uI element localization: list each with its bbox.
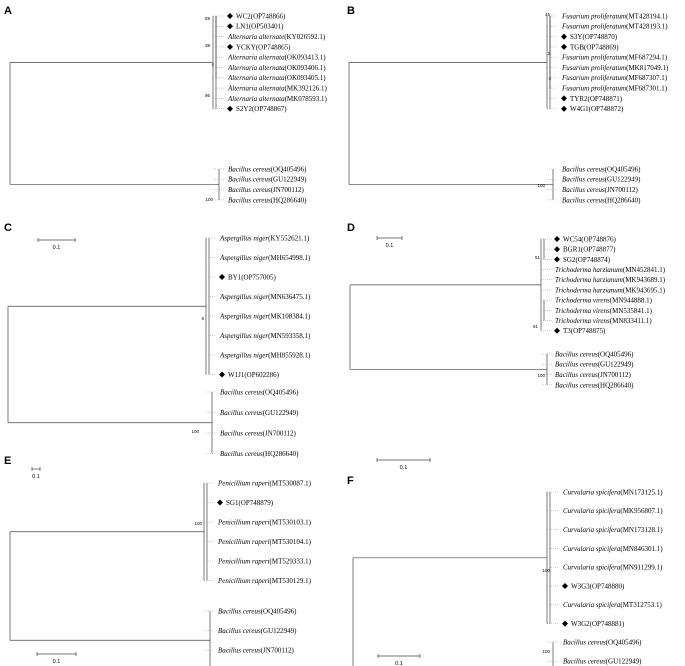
taxon-label: [220, 388, 299, 396]
scale-bar-label: 0.1: [395, 661, 403, 666]
taxon-label: [218, 627, 297, 635]
taxon-label: [561, 64, 669, 72]
bootstrap-value: 51: [534, 255, 540, 260]
taxon-label: [562, 165, 641, 173]
taxon-label: [563, 638, 642, 646]
taxon-accession: (GU122949): [270, 175, 307, 184]
diamond-marker-icon: [561, 95, 567, 101]
taxon-label: [217, 479, 312, 487]
taxon-species-name: Bacillus cereus: [228, 196, 271, 205]
taxon-species-name: Curvularia spicifera: [563, 526, 621, 534]
taxon-label: LN1(OP503401): [236, 22, 284, 31]
tree-panel-f: [347, 475, 663, 666]
taxon-accession: (OQ405496): [270, 165, 307, 174]
taxon-label: [555, 317, 652, 325]
taxon-accession: (MK943689.1): [622, 276, 666, 285]
taxon-accession: (KY026592.1): [284, 33, 326, 41]
taxon-label: BGR1(OP748877): [563, 245, 616, 254]
taxon-label: [562, 186, 639, 194]
taxon-label: [555, 350, 634, 358]
bootstrap-value: 100: [194, 521, 202, 526]
taxon-accession: (MT529333.1): [269, 557, 311, 566]
taxon-accession: (JN700112): [604, 186, 638, 194]
panel-label: A: [4, 5, 12, 17]
taxon-label: [555, 266, 666, 274]
taxon-species-name: Trichoderma harzianum: [555, 266, 623, 274]
scale-bar: [37, 652, 76, 665]
taxon-label: [563, 507, 663, 515]
bootstrap-value: 59: [204, 16, 210, 21]
taxon-label: [227, 74, 326, 82]
diamond-marker-icon: [554, 236, 560, 242]
taxon-label: [555, 361, 634, 369]
taxon-species-name: Bacillus cereus: [220, 449, 263, 458]
diamond-marker-icon: [554, 256, 560, 262]
taxon-accession: (MK078593.1): [284, 94, 327, 103]
taxon-label: W1J1(OP602286): [228, 370, 279, 379]
taxon-accession: (MT312753.1): [620, 601, 662, 610]
taxon-accession: (HQ286640): [270, 196, 307, 205]
taxon-label: [563, 545, 663, 553]
taxon-label: TGB(OP748869): [570, 43, 619, 52]
taxon-label: [219, 332, 311, 340]
bootstrap-value: 2: [547, 51, 550, 56]
taxon-accession: (MN846301.1): [620, 544, 663, 553]
taxon-species-name: Alternaria alternata: [228, 74, 285, 83]
tree-panel-e: [4, 455, 312, 666]
taxon-accession: (OK093413.1): [284, 53, 326, 62]
taxon-species-name: Fusarium proliferatum: [562, 22, 627, 31]
taxon-species-name: Bacillus cereus: [562, 175, 605, 184]
taxon-species-name: Bacillus cereus: [220, 408, 263, 417]
diamond-marker-icon: [561, 106, 567, 112]
scale-bar-label: 0.1: [52, 659, 61, 665]
scale-bar-label: 0.1: [32, 474, 40, 480]
taxon-accession: (MT530087.1): [269, 479, 311, 488]
taxon-accession: (MN173125.1): [620, 488, 663, 497]
taxon-accession: (GU122949): [260, 626, 297, 635]
tree-panel-a: [4, 5, 327, 251]
taxon-species-name: Aspergillus niger: [220, 234, 269, 243]
taxon-accession: (MT530104.1): [269, 537, 311, 546]
taxon-label: [563, 526, 663, 534]
taxon-accession: (MN636475.1): [268, 292, 311, 301]
bootstrap-value: 100: [205, 197, 213, 202]
taxon-label: [217, 538, 312, 546]
taxon-label: [555, 297, 653, 305]
taxon-label: [228, 196, 307, 204]
taxon-label: WC54(OP748876): [563, 235, 616, 244]
taxon-label: [227, 33, 326, 41]
taxon-label: SG2(OP748874): [563, 255, 611, 264]
taxon-species-name: Penicillium raperi: [218, 537, 270, 546]
taxon-label: [555, 371, 632, 379]
taxon-label: [220, 429, 297, 437]
taxon-label: [217, 557, 312, 565]
taxon-accession: (GU122949): [605, 657, 642, 666]
taxon-accession: (OQ405496): [605, 638, 642, 647]
taxon-species-name: Bacillus cereus: [220, 429, 263, 438]
panel-label: D: [347, 222, 355, 234]
taxon-accession: (OQ405496): [260, 607, 297, 616]
taxon-species-name: Curvularia spicifera: [563, 507, 621, 516]
taxon-species-name: Bacillus cereus: [555, 381, 598, 390]
taxon-species-name: Fusarium proliferatum: [562, 74, 627, 83]
taxon-accession: (MN173128.1): [620, 526, 663, 534]
taxon-accession: (OQ405496): [597, 350, 634, 359]
taxon-species-name: Curvularia spicifera: [563, 544, 621, 553]
taxon-species-name: Bacillus cereus: [563, 657, 606, 666]
taxon-species-name: Bacillus cereus: [555, 350, 598, 359]
bootstrap-value: 6: [201, 316, 204, 321]
taxon-species-name: Bacillus cereus: [228, 175, 271, 184]
taxon-label: [561, 74, 668, 82]
taxon-label: [227, 85, 327, 93]
taxon-species-name: Bacillus cereus: [555, 371, 598, 379]
taxon-accession: (MT530103.1): [269, 518, 311, 527]
bootstrap-value: 4: [211, 62, 214, 67]
taxon-label: [219, 293, 311, 301]
bootstrap-value: 100: [191, 429, 199, 434]
bootstrap-value: 100: [542, 649, 550, 654]
diamond-marker-icon: [562, 621, 568, 627]
scale-bar-label: 0.1: [52, 245, 61, 251]
taxon-accession: (MT530129.1): [269, 576, 311, 585]
diamond-marker-icon: [227, 44, 233, 50]
taxon-label: [561, 23, 668, 31]
bootstrap-value: 96: [204, 93, 210, 98]
taxon-species-name: Curvularia spicifera: [563, 488, 621, 497]
taxon-accession: (MT428193.1): [626, 22, 668, 31]
taxon-species-name: Fusarium proliferatum: [562, 53, 627, 62]
taxon-label: [555, 307, 653, 315]
diamond-marker-icon: [219, 274, 225, 280]
taxon-label: YCKY(OP748865): [236, 43, 291, 52]
taxon-label: T3(OP748875): [563, 327, 606, 336]
taxon-species-name: Fusarium proliferatum: [562, 84, 627, 93]
taxon-species-name: Trichoderma virens: [555, 317, 610, 325]
taxon-label: [555, 286, 666, 294]
taxon-label: [563, 564, 663, 572]
diamond-marker-icon: [562, 583, 568, 589]
taxon-label: W3G3(OP748880): [571, 582, 625, 591]
taxon-label: [561, 12, 668, 20]
taxon-species-name: Aspergillus niger: [220, 312, 269, 321]
taxon-accession: (OQ405496): [604, 165, 641, 174]
scale-bar: [38, 238, 75, 251]
taxon-accession: (MK956807.1): [620, 507, 663, 516]
taxon-species-name: Bacillus cereus: [218, 646, 261, 655]
taxon-species-name: Bacillus cereus: [228, 165, 271, 174]
taxon-accession: (MH654998.1): [268, 253, 311, 262]
panel-label: C: [4, 222, 12, 234]
taxon-accession: (MF687301.1): [626, 84, 668, 93]
tree-panel-b: [347, 5, 669, 249]
taxon-accession: (MN593358.1): [268, 331, 311, 340]
taxon-species-name: Aspergillus niger: [220, 331, 269, 340]
taxon-label: [218, 646, 295, 654]
panel-label: F: [347, 475, 354, 487]
taxon-accession: (MN452841.1): [622, 266, 666, 274]
taxon-accession: (MN833411.1): [609, 317, 652, 325]
taxon-label: [217, 518, 312, 526]
taxon-species-name: Penicillium raperi: [218, 557, 270, 566]
taxon-accession: (MK108384.1): [268, 312, 311, 321]
taxon-species-name: Curvularia spicifera: [563, 563, 621, 572]
scale-bar: [377, 236, 402, 249]
taxon-label: [219, 351, 311, 359]
taxon-accession: (HQ286640): [597, 381, 634, 390]
taxon-label: [227, 64, 326, 72]
taxon-species-name: Alternaria alternate: [228, 33, 285, 41]
taxon-accession: (MK817049.1): [626, 63, 669, 72]
taxon-label: [217, 577, 312, 585]
bootstrap-value: 45: [544, 12, 550, 17]
taxon-label: BY1(OP757005): [228, 273, 276, 282]
taxon-accession: (MK943695.1): [622, 286, 666, 295]
taxon-species-name: Trichoderma virens: [555, 306, 610, 315]
taxon-accession: (MF687307.1): [626, 74, 668, 83]
taxon-label: [228, 176, 307, 184]
panel-label: E: [4, 455, 12, 467]
taxon-species-name: Trichoderma harzianum: [555, 276, 623, 285]
taxon-species-name: Bacillus cereus: [218, 607, 261, 616]
taxon-species-name: Aspergillus niger: [220, 351, 269, 360]
taxon-label: SG1(OP748879): [226, 498, 274, 507]
taxon-species-name: Bacillus cereus: [562, 196, 605, 205]
taxon-accession: (MN944888.1): [609, 296, 652, 305]
panel-label: B: [347, 5, 355, 17]
diamond-marker-icon: [217, 500, 223, 506]
taxon-species-name: Bacillus cereus: [228, 186, 271, 194]
diamond-marker-icon: [561, 44, 567, 50]
taxon-accession: (GU122949): [262, 408, 299, 417]
taxon-label: [219, 254, 311, 262]
bootstrap-value: 4: [548, 76, 551, 81]
scale-bar-label: 0.1: [399, 465, 408, 471]
taxon-accession: (HQ286640): [604, 196, 641, 205]
taxon-label: [563, 601, 662, 609]
taxon-accession: (MF687294.1): [626, 53, 668, 62]
taxon-accession: (MN911299.1): [620, 563, 663, 572]
bootstrap-value: 91: [532, 324, 538, 329]
taxon-accession: (JN700112): [262, 429, 296, 438]
taxon-species-name: Penicillium raperi: [218, 479, 270, 488]
taxon-species-name: Penicillium raperi: [218, 518, 270, 527]
diamond-marker-icon: [554, 328, 560, 334]
taxon-label: W3G2(OP748881): [571, 620, 625, 628]
taxon-accession: (MH855928.1): [268, 351, 311, 360]
taxon-accession: (GU122949): [604, 175, 641, 184]
taxon-label: [227, 54, 326, 62]
taxon-accession: (OK093406.1): [284, 63, 326, 72]
taxon-label: WC2(OP748866): [236, 12, 286, 21]
taxon-label: [561, 85, 668, 93]
bootstrap-value: 100: [542, 568, 550, 573]
taxon-species-name: Alternaria alternata: [228, 94, 285, 103]
diamond-marker-icon: [227, 106, 233, 112]
taxon-accession: (OK093405.1): [284, 74, 326, 83]
taxon-species-name: Aspergillus niger: [220, 292, 269, 301]
taxon-label: [562, 196, 641, 204]
taxon-label: [228, 165, 307, 173]
taxon-accession: (HQ286640): [262, 449, 299, 458]
bootstrap-value: 38: [204, 43, 210, 48]
taxon-label: [563, 658, 642, 666]
taxon-label: [561, 54, 668, 62]
taxon-label: [562, 176, 641, 184]
taxon-accession: (MK392126.1): [284, 84, 327, 93]
taxon-accession: (OQ405496): [262, 388, 299, 397]
diamond-marker-icon: [561, 34, 567, 40]
taxon-label: [555, 381, 634, 389]
taxon-species-name: Alternaria alternata: [228, 84, 285, 93]
taxon-label: [228, 186, 305, 194]
taxon-label: TYR2(OP748871): [570, 94, 623, 103]
taxon-species-name: Penicillium raperi: [218, 576, 270, 585]
taxon-species-name: Alternaria alternata: [228, 63, 285, 72]
taxon-accession: (GU122949): [597, 360, 634, 369]
taxon-accession: (JN700112): [260, 646, 294, 655]
taxon-species-name: Bacillus cereus: [218, 626, 261, 635]
taxon-species-name: Aspergillus niger: [220, 253, 269, 262]
taxon-species-name: Bacillus cereus: [562, 186, 605, 194]
taxon-label: [220, 409, 299, 417]
diamond-marker-icon: [219, 372, 225, 378]
taxon-accession: (MT428194.1): [626, 12, 668, 21]
bootstrap-value: 100: [537, 183, 545, 188]
scale-bar: [377, 458, 430, 471]
taxon-species-name: Curvularia spicifera: [563, 601, 621, 610]
taxon-label: W4G1(OP748872): [570, 105, 624, 114]
taxon-species-name: Trichoderma harzianum: [555, 286, 623, 295]
bootstrap-value: 100: [537, 373, 545, 378]
taxon-species-name: Bacillus cereus: [562, 165, 605, 174]
taxon-species-name: Fusarium proliferatum: [562, 12, 627, 21]
scale-bar: [378, 654, 420, 666]
taxon-species-name: Bacillus cereus: [555, 360, 598, 369]
diamond-marker-icon: [554, 246, 560, 252]
tree-panel-c: [4, 222, 311, 480]
taxon-label: [219, 312, 311, 320]
taxon-label: [218, 607, 297, 615]
taxon-species-name: Bacillus cereus: [220, 388, 263, 397]
diamond-marker-icon: [227, 23, 233, 29]
taxon-accession: (JN700112): [597, 371, 631, 379]
diamond-marker-icon: [227, 13, 233, 19]
taxon-label: [563, 488, 663, 496]
taxon-accession: (KY552621.1): [268, 234, 310, 243]
taxon-label: [555, 276, 666, 284]
taxon-label: [220, 450, 299, 458]
taxon-species-name: Bacillus cereus: [563, 638, 606, 647]
taxon-species-name: Alternaria alternata: [228, 53, 285, 62]
taxon-label: [219, 234, 310, 242]
taxon-species-name: Fusarium proliferatum: [562, 63, 627, 72]
taxon-label: S2Y2(OP748867): [236, 105, 287, 114]
scale-bar-label: 0.1: [385, 243, 394, 249]
tree-panel-d: [347, 222, 666, 471]
taxon-label: S3Y(OP748870): [570, 33, 618, 41]
taxon-accession: (JN700112): [270, 186, 304, 194]
taxon-accession: (MN535841.1): [609, 306, 652, 315]
scale-bar: [32, 467, 40, 480]
taxon-species-name: Trichoderma virens: [555, 296, 610, 305]
taxon-label: [227, 95, 327, 103]
